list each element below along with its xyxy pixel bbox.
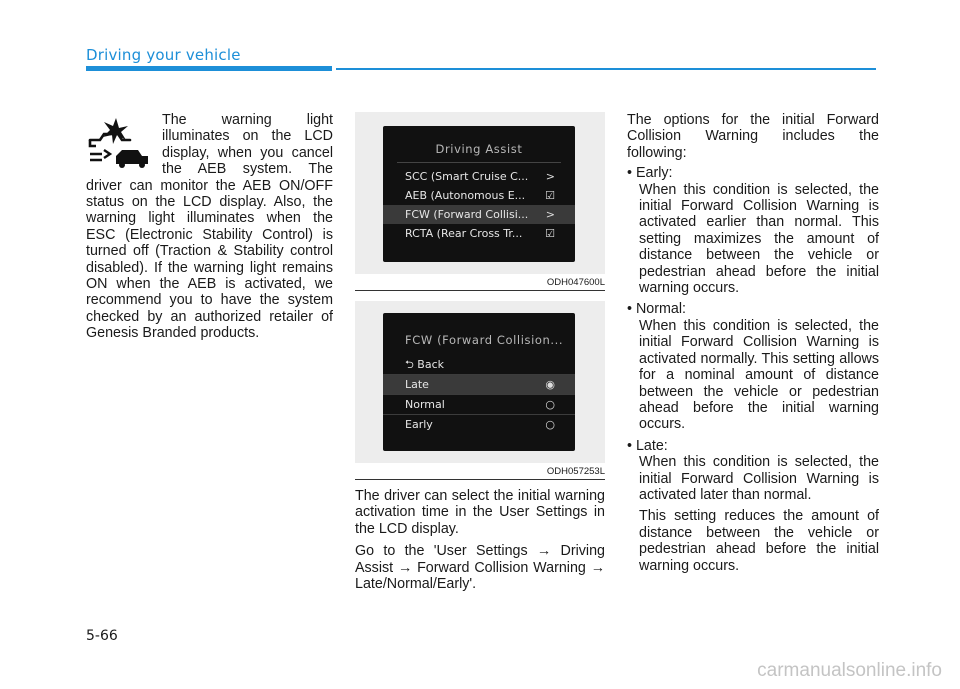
bullet-early-label: • Early:	[627, 165, 673, 182]
aeb-warning-icon	[86, 116, 156, 170]
option-normal: Normal ○	[383, 394, 575, 414]
column-2-text	[355, 488, 605, 592]
menu-back	[383, 355, 575, 374]
lcd-display	[383, 126, 575, 262]
section-title: Driving your vehicle	[86, 46, 241, 64]
menu-item-scc: SCC (Smart Cruise C... >	[383, 167, 575, 186]
bullet-late-body	[639, 454, 879, 574]
lcd-display	[383, 313, 575, 451]
watermark: carmanualsonline.info	[757, 660, 942, 681]
figure-caption-1: ODH047600L	[546, 277, 605, 288]
lcd-header: FCW (Forward Collision...	[405, 333, 564, 347]
page-number: 5-66	[86, 628, 118, 644]
radio-unselected-icon: ○	[545, 398, 555, 411]
column-1	[86, 112, 333, 342]
options-intro: The options for the initial Forward Collision Warning includes the following:	[627, 112, 879, 161]
checkbox-checked-icon: ☑	[545, 227, 555, 240]
column-3	[627, 112, 879, 579]
bullet-normal-label: • Normal:	[627, 301, 687, 318]
option-early: Early ○	[383, 414, 575, 434]
normal-description: When this condition is selected, the initial Forward Collision Warning is activated normally. This setting allows for a nominal amount of distance between the vehicle or pedestrian ahead before the initial warning occurs.	[639, 317, 879, 433]
bullet-late-label: • Late:	[627, 437, 668, 454]
radio-unselected-icon: ○	[545, 418, 555, 431]
paragraph-navigation-path: Go to the 'User Settings → Driving Assist → Forward Collision Warning → Late/Normal/Early'.	[355, 543, 605, 593]
radio-selected-icon: ◉	[545, 378, 555, 391]
option-late: Late ◉	[383, 374, 575, 394]
menu-item-rcta: RCTA (Rear Cross Tr... ☑	[383, 224, 575, 243]
chevron-right-icon: >	[545, 170, 555, 183]
figure-caption-2: ODH057253L	[546, 466, 605, 477]
bullet-normal-body	[639, 318, 879, 433]
late-description-2: This setting reduces the amount of distance between the vehicle or pedestrian ahead before the initial warning occurs.	[639, 508, 879, 574]
header-rule-thick	[86, 66, 332, 71]
chevron-right-icon: >	[545, 208, 555, 221]
bullet-early-body	[639, 182, 879, 297]
paragraph-select-time: The driver can select the initial warning activation time in the User Settings in the LCD display.	[355, 488, 605, 537]
late-description: When this condition is selected, the initial Forward Collision Warning is activated later than normal.	[639, 454, 879, 503]
checkbox-checked-icon: ☑	[545, 189, 555, 202]
lcd-header: Driving Assist	[435, 142, 523, 156]
aeb-warning-paragraph: The warning light illuminates on the LCD display, when you cancel the AEB system. The driver can monitor the AEB ON/OFF status on the LCD display. Also, the warning light illuminates when the ESC (Electronic Stability Control) is turned off (Traction & Stability control disabled). If the warning light remains ON when the AEB is activated, we recommend you to have the system checked by an authorized retailer of Genesis Branded products.	[86, 112, 333, 342]
lcd-screenshot-driving-assist	[355, 112, 605, 274]
column-2	[355, 112, 605, 598]
early-description: When this condition is selected, the initial Forward Collision Warning is activated earlier than normal. This setting maximizes the amount of distance between the vehicle or pedestrian ahead before the initial warning occurs.	[639, 181, 879, 297]
back-arrow-label: ⮌ Back	[405, 358, 445, 371]
lcd-screenshot-fcw	[355, 301, 605, 463]
menu-item-fcw: FCW (Forward Collisi... >	[383, 205, 575, 224]
menu-item-aeb: AEB (Autonomous E... ☑	[383, 186, 575, 205]
header-rule-thin	[336, 68, 876, 70]
